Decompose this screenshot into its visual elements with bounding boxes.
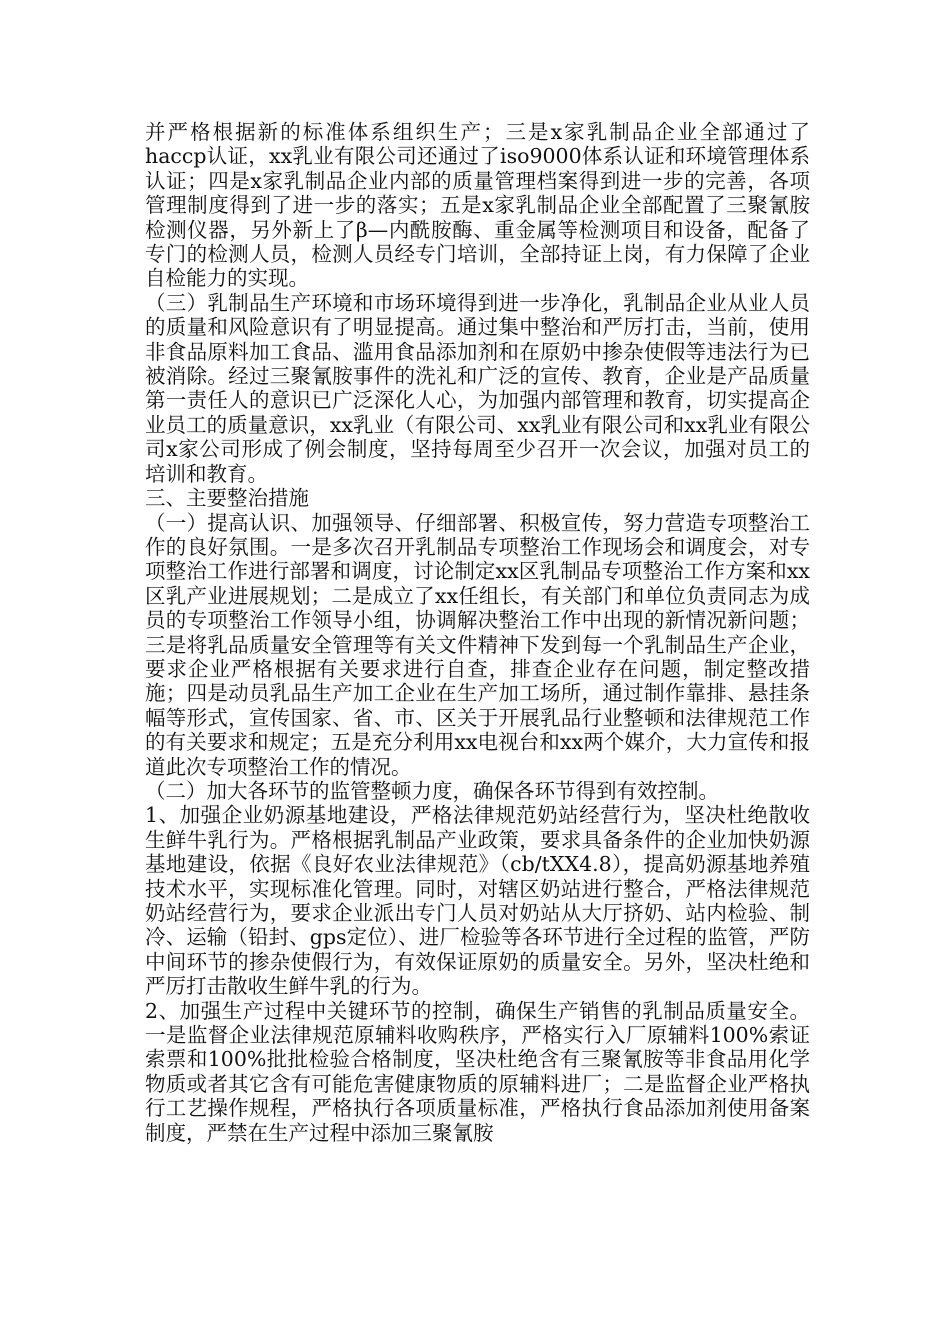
paragraph-2: （三）乳制品生产环境和市场环境得到进一步净化，乳制品企业从业人员的质量和风险意识有了明显提高。通过集中整治和严厉打击，当前，使用非食品原料加工食品、滥用食品添加剂和在原奶中掺杂使假等违法行为已被消除。经过三聚氰胺事件的洗礼和广泛的宣传、教育，企业是产品质量第一责任人的意识已广泛深化人心，为加强内部管理和教育，切实提高企业员工的质量意识，xx乳业（有限公司、xx乳业有限公司和xx乳业有限公司x家公司形成了例会制度，坚持每周至少召开一次会议，加强对员工的培训和教育。 (145, 290, 810, 486)
paragraph-1: 并严格根据新的标准体系组织生产；三是x家乳制品企业全部通过了haccp认证，xx乳业有限公司还通过了iso9000体系认证和环境管理体系认证；四是x家乳制品企业内部的质量管理档案得到进一步的完善，各项管理制度得到了进一步的落实；五是x家乳制品企业全部配置了三聚氰胺检测仪器，另外新上了β—内酰胺酶、重金属等检测项目和设备，配备了专门的检测人员，检测人员经专门培训，全部持证上岗，有力保障了企业自检能力的实现。 (145, 120, 810, 291)
section-heading: 三、主要整治措施 (145, 486, 309, 511)
paragraph-6: 2、加强生产过程中关键环节的控制，确保生产销售的乳制品质量安全。一是监督企业法律规范原辅料收购秩序，严格实行入厂原辅料100%索证索票和100%批批检验合格制度，坚决杜绝含有三聚氰胺等非食品用化学物质或者其它含有可能危害健康物质的原辅料进厂；二是监督企业严格执行工艺操作规程，严格执行各项质量标准，严格执行食品添加剂使用备案制度，严禁在生产过程中添加三聚氰胺 (145, 998, 810, 1145)
paragraph-3: （一）提高认识、加强领导、仔细部署、积极宣传，努力营造专项整治工作的良好氛围。一是多次召开乳制品专项整治工作现场会和调度会，对专项整治工作进行部署和调度，讨论制定xx区乳制品专项整治工作方案和xx区乳产业进展规划；二是成立了xx任组长，有关部门和单位负责同志为成员的专项整治工作领导小组，协调解决整治工作中出现的新情况新问题；三是将乳品质量安全管理等有关文件精神下发到每一个乳制品生产企业，要求企业严格根据有关要求进行自查，排查企业存在问题，制定整改措施；四是动员乳品生产加工企业在生产加工场所，通过制作靠排、悬挂条幅等形式，宣传国家、省、市、区关于开展乳品行业整顿和法律规范工作的有关要求和规定；五是充分利用xx电视台和xx两个媒介，大力宣传和报道此次专项整治工作的情况。 (145, 510, 810, 779)
paragraph-4: （二）加大各环节的监管整顿力度，确保各环节得到有效控制。 (145, 778, 719, 803)
document-body (145, 120, 810, 1145)
paragraph-5: 1、加强企业奶源基地建设，严格法律规范奶站经营行为，坚决杜绝散收生鲜牛乳行为。严格根据乳制品产业政策，要求具备条件的企业加快奶源基地建设，依据《良好农业法律规范》（cb/tXX4.8），提高奶源基地养殖技术水平，实现标准化管理。同时，对辖区奶站进行整合，严格法律规范奶站经营行为，要求企业派出专门人员对奶站从大厅挤奶、站内检验、制冷、运输（铅封、gps定位）、进厂检验等各环节进行全过程的监管，严防中间环节的掺杂使假行为，有效保证原奶的质量安全。另外，坚决杜绝和严厉打击散收生鲜牛乳的行为。 (145, 803, 810, 999)
